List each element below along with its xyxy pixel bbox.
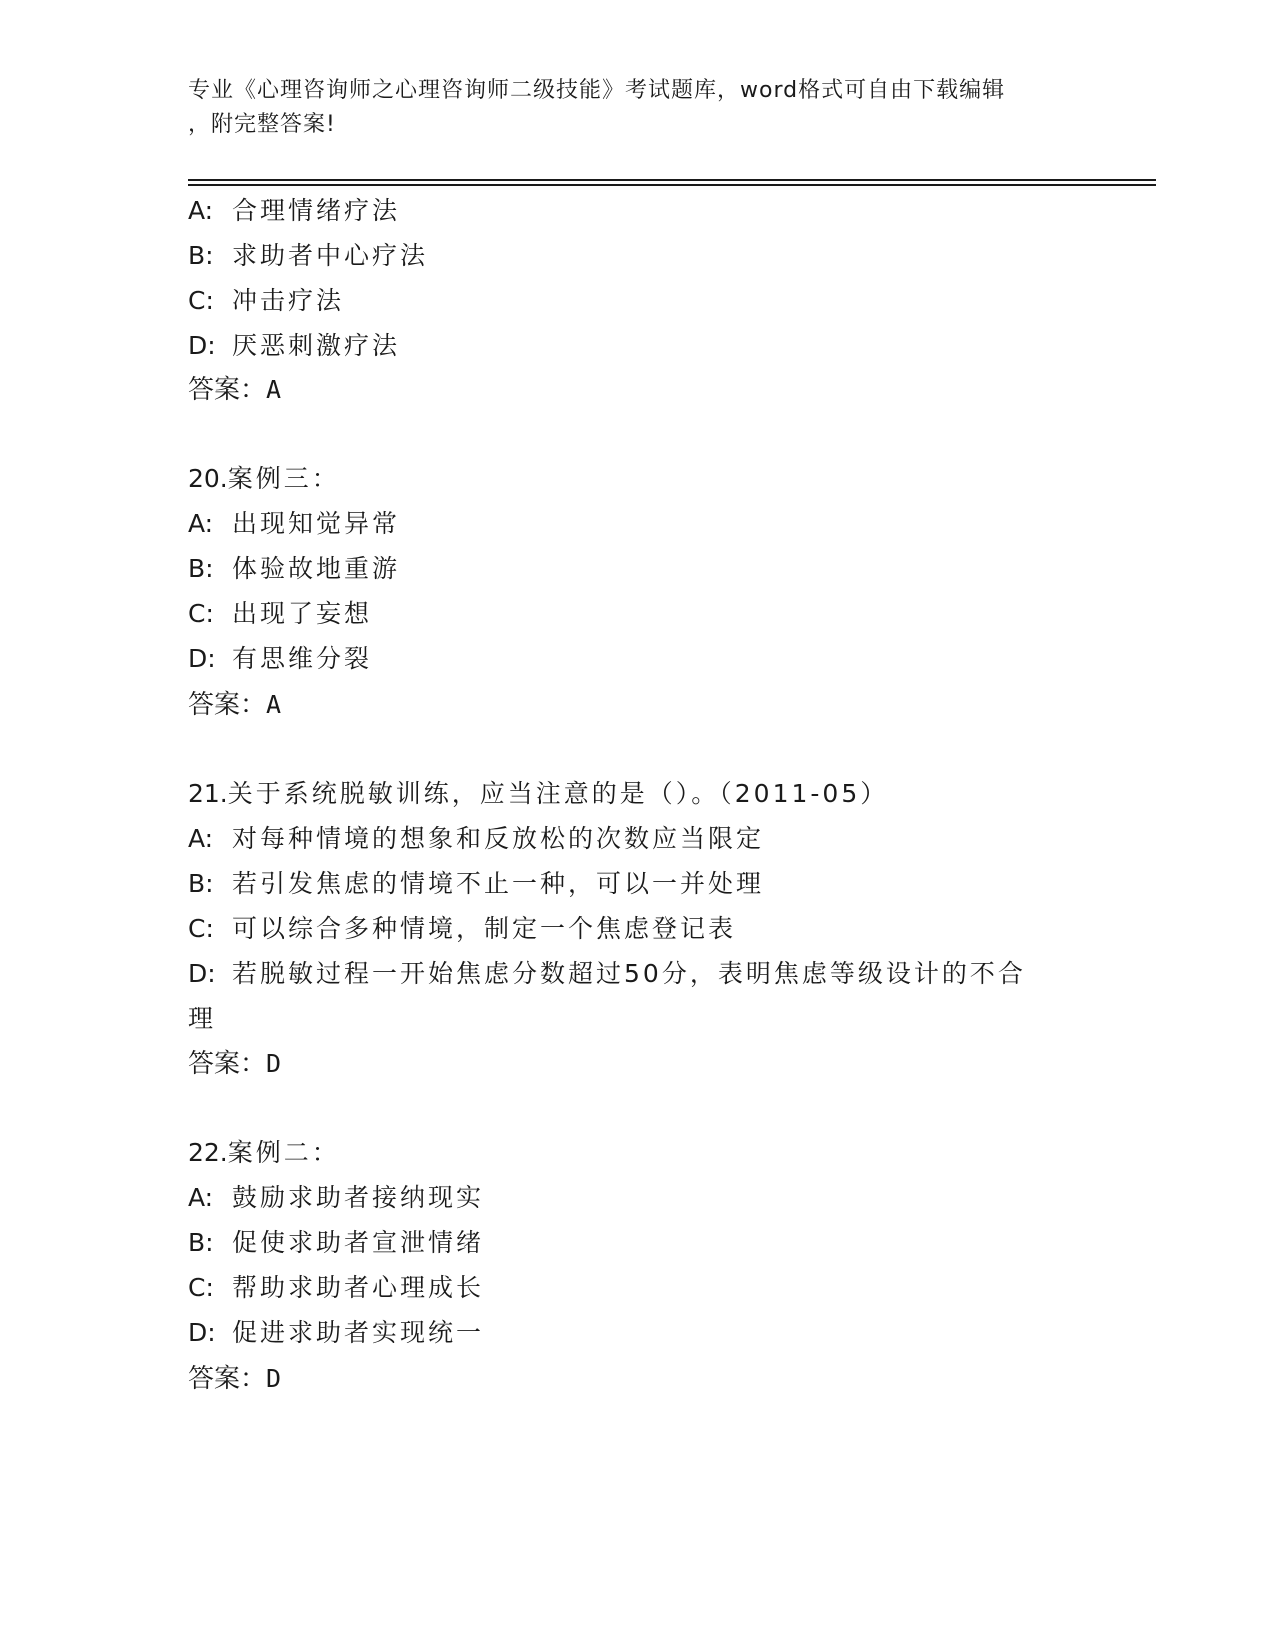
q19-option-a: [188, 194, 400, 228]
header-line-2: ，附完整答案!: [188, 112, 336, 137]
option-text: 出现了妄想: [232, 599, 373, 628]
q20-answer: [188, 688, 281, 722]
option-text: 求助者中心疗法: [232, 241, 429, 270]
question-number: 20.: [188, 464, 228, 493]
q22-answer: [188, 1362, 281, 1396]
option-letter: B:: [188, 869, 214, 898]
q19-answer: [188, 373, 281, 407]
document-header: [188, 74, 1088, 142]
q19-option-c: [188, 284, 344, 318]
question-number: 22.: [188, 1138, 228, 1167]
q21-answer: [188, 1047, 281, 1081]
option-text: 对每种情境的想象和反放松的次数应当限定: [232, 824, 765, 853]
option-letter: C:: [188, 599, 214, 628]
option-letter: A:: [188, 509, 214, 538]
q21-option-d: [188, 957, 1026, 991]
q20-option-b: [188, 552, 400, 586]
option-text: 出现知觉异常: [232, 509, 401, 538]
q21-option-c: [188, 912, 736, 946]
q20-option-d: [188, 642, 372, 676]
option-text: 鼓励求助者接纳现实: [232, 1183, 485, 1212]
answer-value: D: [266, 1049, 282, 1078]
q22-title: [188, 1136, 340, 1170]
answer-label: 答案：: [188, 690, 267, 720]
question-text: 案例三：: [227, 464, 340, 493]
header-divider-top: [188, 179, 1156, 181]
q19-option-d: [188, 329, 400, 363]
option-letter: B:: [188, 241, 214, 270]
option-text: 体验故地重游: [232, 554, 401, 583]
option-letter: C:: [188, 1273, 214, 1302]
option-letter: D:: [188, 331, 216, 360]
q22-option-c: [188, 1271, 484, 1305]
option-letter: B:: [188, 1228, 214, 1257]
question-text: 关于系统脱敏训练，应当注意的是（）。（2011-05）: [227, 779, 889, 808]
answer-label: 答案：: [188, 375, 267, 405]
option-text: 冲击疗法: [232, 286, 345, 315]
answer-value: A: [266, 375, 282, 404]
option-letter: A:: [188, 196, 214, 225]
header-line-1: 专业《心理咨询师之心理咨询师二级技能》考试题库，word格式可自由下载编辑: [188, 78, 1006, 103]
answer-value: A: [266, 690, 282, 719]
option-letter: A:: [188, 824, 214, 853]
option-letter: B:: [188, 554, 214, 583]
answer-label: 答案：: [188, 1049, 267, 1079]
q22-option-d: [188, 1316, 484, 1350]
option-letter: D:: [188, 1318, 216, 1347]
option-text: 有思维分裂: [232, 644, 373, 673]
option-letter: C:: [188, 286, 214, 315]
option-text: 促使求助者宣泄情绪: [232, 1228, 485, 1257]
option-text-continuation: 理: [188, 1004, 217, 1033]
answer-label: 答案：: [188, 1364, 267, 1394]
option-text: 若引发焦虑的情境不止一种，可以一并处理: [232, 869, 765, 898]
option-letter: C:: [188, 914, 214, 943]
option-letter: D:: [188, 959, 216, 988]
option-text: 帮助求助者心理成长: [232, 1273, 485, 1302]
option-text: 若脱敏过程一开始焦虑分数超过50分，表明焦虑等级设计的不合: [232, 959, 1026, 988]
q19-option-b: [188, 239, 428, 273]
q21-option-b: [188, 867, 764, 901]
q22-option-b: [188, 1226, 484, 1260]
option-text: 促进求助者实现统一: [232, 1318, 485, 1347]
q21-option-d-continuation: [188, 1002, 216, 1036]
q22-option-a: [188, 1181, 484, 1215]
question-number: 21.: [188, 779, 228, 808]
q20-option-a: [188, 507, 400, 541]
option-text: 厌恶刺激疗法: [232, 331, 401, 360]
option-text: 可以综合多种情境，制定一个焦虑登记表: [232, 914, 737, 943]
header-divider-bottom: [188, 184, 1156, 186]
q21-option-a: [188, 822, 764, 856]
answer-value: D: [266, 1364, 282, 1393]
option-letter: D:: [188, 644, 216, 673]
option-letter: A:: [188, 1183, 214, 1212]
q21-title: [188, 777, 888, 811]
option-text: 合理情绪疗法: [232, 196, 401, 225]
question-text: 案例二：: [227, 1138, 340, 1167]
q20-option-c: [188, 597, 372, 631]
q20-title: [188, 462, 340, 496]
